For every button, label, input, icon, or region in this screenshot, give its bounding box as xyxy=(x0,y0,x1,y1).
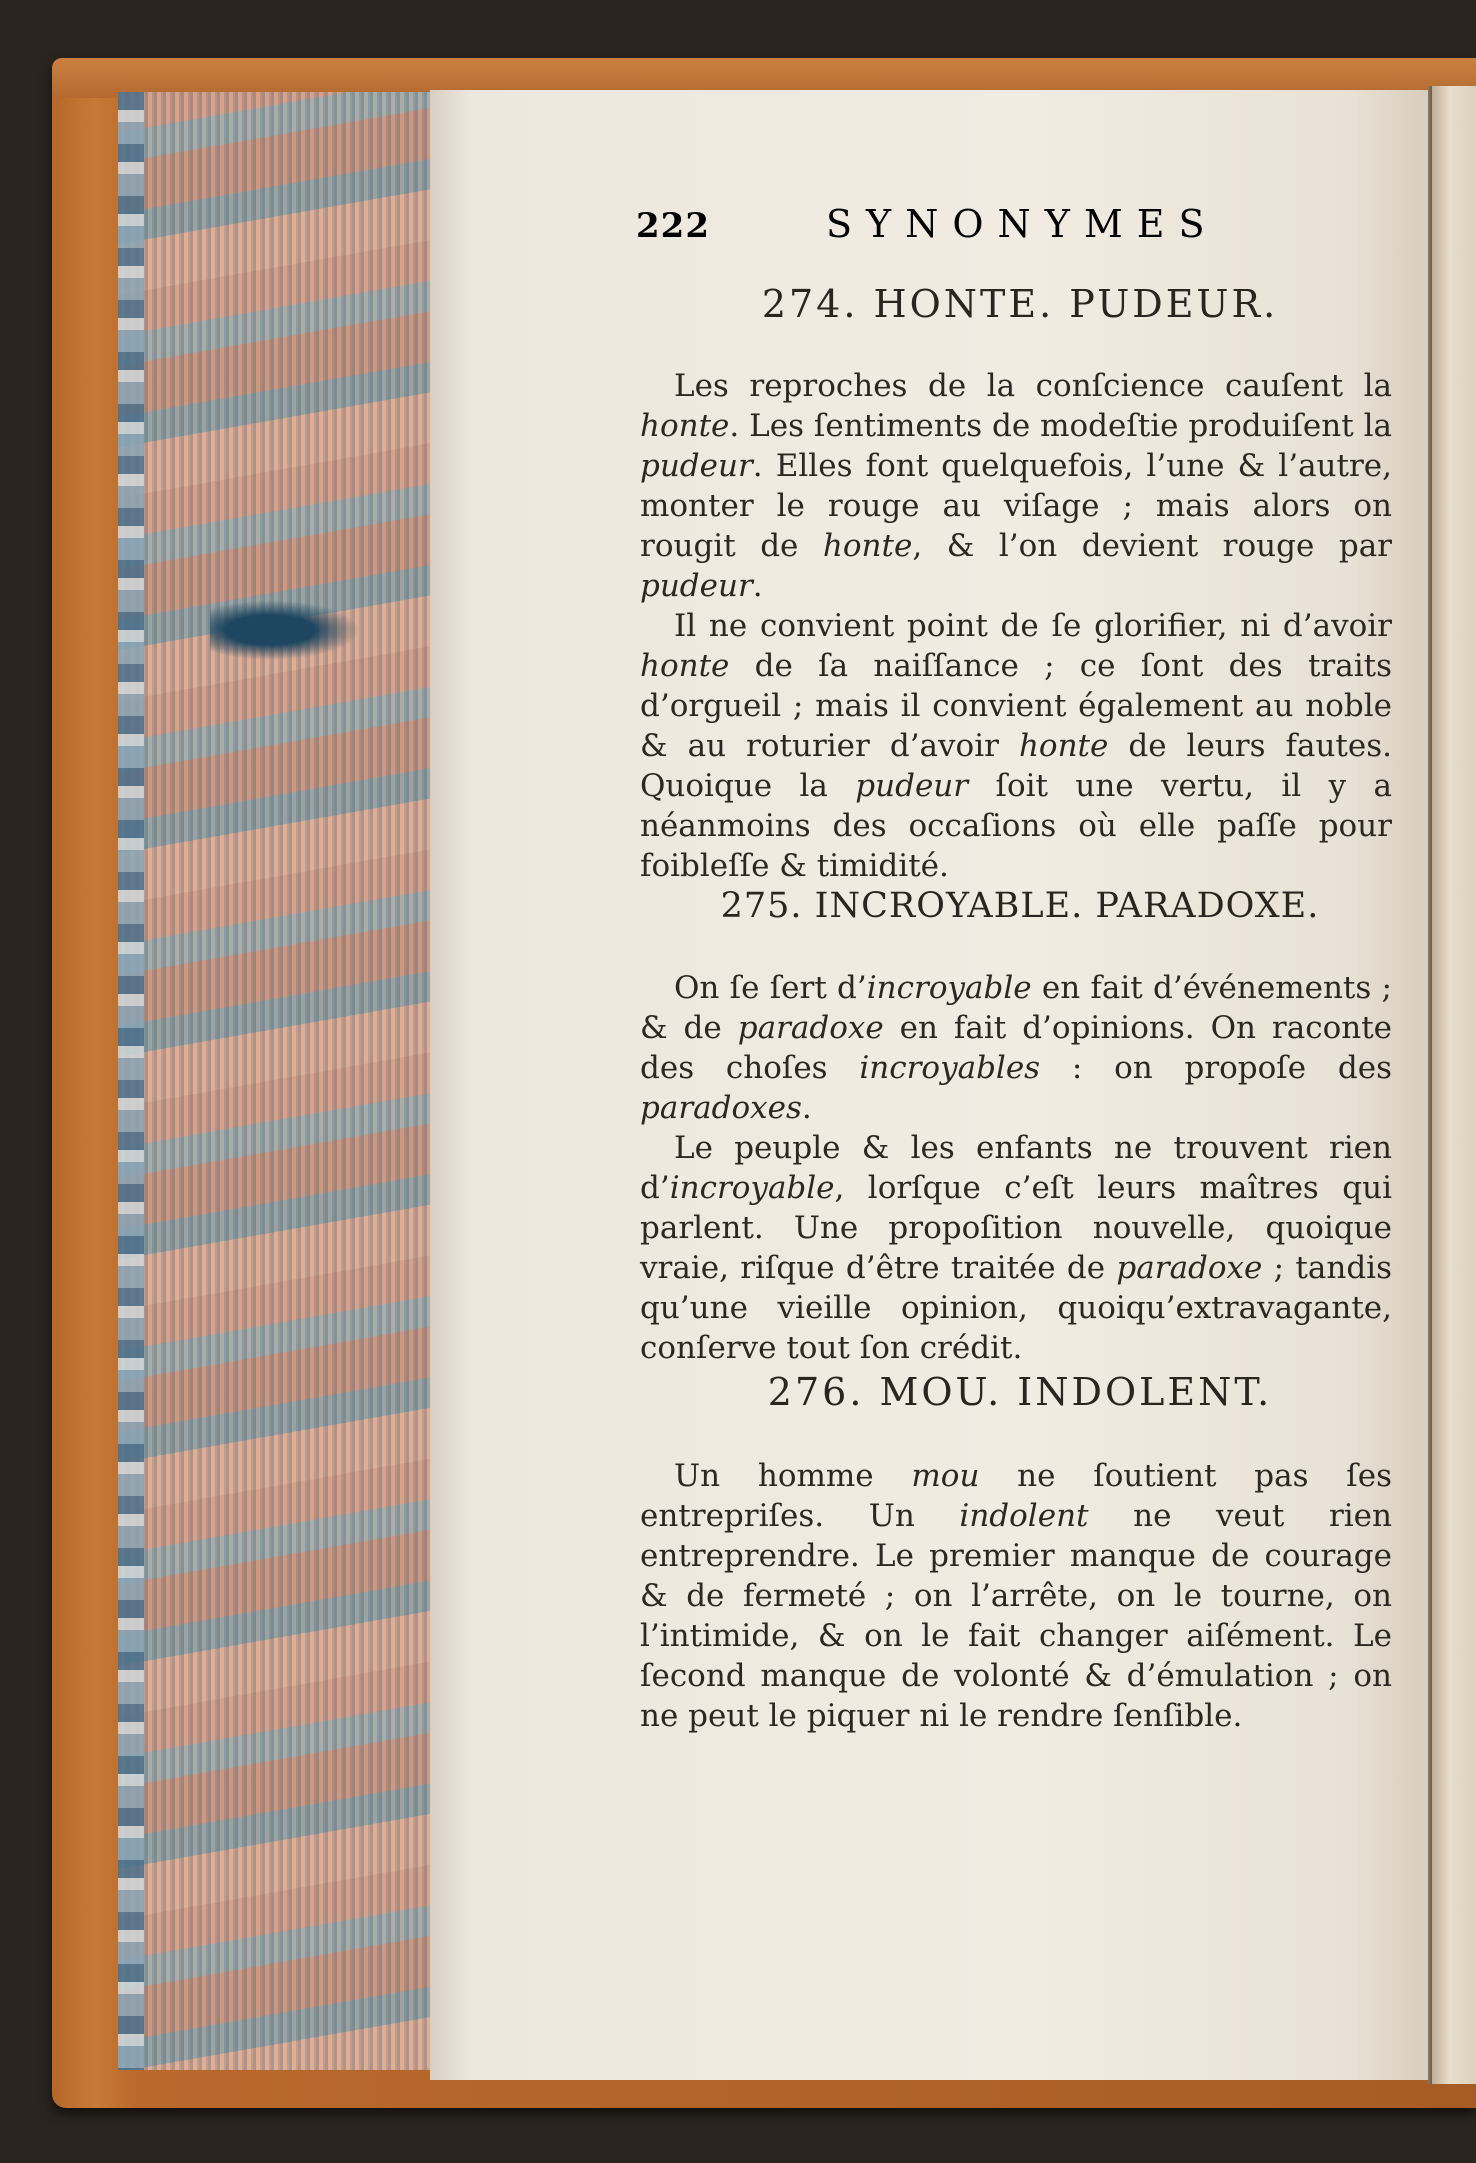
entry-274-body xyxy=(640,366,1392,886)
marbled-page-edges xyxy=(118,92,430,2070)
italic-term: paradoxe xyxy=(737,1010,884,1046)
entry-275-title: 275. INCROYABLE. PARADOXE. xyxy=(720,886,1320,926)
entry-275-body xyxy=(640,968,1392,1368)
italic-term: honte xyxy=(822,528,913,564)
entry-276-body xyxy=(640,1456,1392,1736)
paragraph: Les reproches de la conſcience cauſent la honte. Les ſentiments de modeſtie produiſent la pudeur. Elles font quelquefois, l’une & l’autre, monter le rouge au viſage ; mais alors on rougit de honte, & l’on devient rouge par pudeur. xyxy=(640,368,1392,604)
marbled-edge-strip xyxy=(118,92,144,2070)
italic-term: paradoxes xyxy=(640,1090,802,1126)
italic-term: pudeur xyxy=(640,448,753,484)
ink-blot-stain xyxy=(210,600,360,660)
page-header xyxy=(636,198,1396,248)
italic-term: paradoxe xyxy=(1116,1250,1263,1286)
paragraph: Il ne convient point de ſe glorifier, ni d’avoir honte de ſa naiſſance ; ce ſont des traits d’orgueil ; mais il convient également au noble & au roturier d’avoir honte de leurs fautes. Quoique la pudeur ſoit une vertu, il y a néanmoins des occaſions où elle paſſe pour foibleſſe & timidité. xyxy=(640,608,1392,884)
paragraph: Le peuple & les enfants ne trouvent rien d’incroyable, lorſque c’eſt leurs maîtres qui parlent. Une propoſition nouvelle, quoique vraie, riſque d’être traitée de paradoxe ; tandis qu’une vieille opinion, quoiqu’extravagante, conſerve tout ſon crédit. xyxy=(640,1130,1392,1366)
italic-term: indolent xyxy=(959,1498,1089,1534)
facing-page-edge xyxy=(1432,86,1476,2084)
page-number: 222 xyxy=(636,206,710,246)
italic-term: incroyable xyxy=(866,970,1032,1006)
italic-term: incroyables xyxy=(859,1050,1041,1086)
italic-term: honte xyxy=(1018,728,1109,764)
entry-276-title: 276. MOU. INDOLENT. xyxy=(767,1370,1273,1414)
italic-term: pudeur xyxy=(640,568,753,604)
italic-term: mou xyxy=(911,1458,980,1494)
entry-274-title: 274. HONTE. PUDEUR. xyxy=(761,282,1279,326)
paragraph: Un homme mou ne ſoutient pas ſes entrepriſes. Un indolent ne veut rien entreprendre. Le premier manque de courage & de fermeté ; on l’arrête, on le tourne, on l’intimide, & on le fait changer aiſément. Le ſecond manque de volonté & d’émulation ; on ne peut le piquer ni le rendre ſenſible. xyxy=(640,1458,1392,1734)
paragraph: On ſe ſert d’incroyable en fait d’événements ; & de paradoxe en fait d’opinions. On raconte des choſes incroyables : on propoſe des paradoxes. xyxy=(640,970,1392,1126)
italic-term: honte xyxy=(640,408,730,444)
italic-term: honte xyxy=(640,648,730,684)
running-title: SYNONYMES xyxy=(826,202,1219,246)
italic-term: incroyable xyxy=(669,1170,835,1206)
italic-term: pudeur xyxy=(855,768,969,804)
